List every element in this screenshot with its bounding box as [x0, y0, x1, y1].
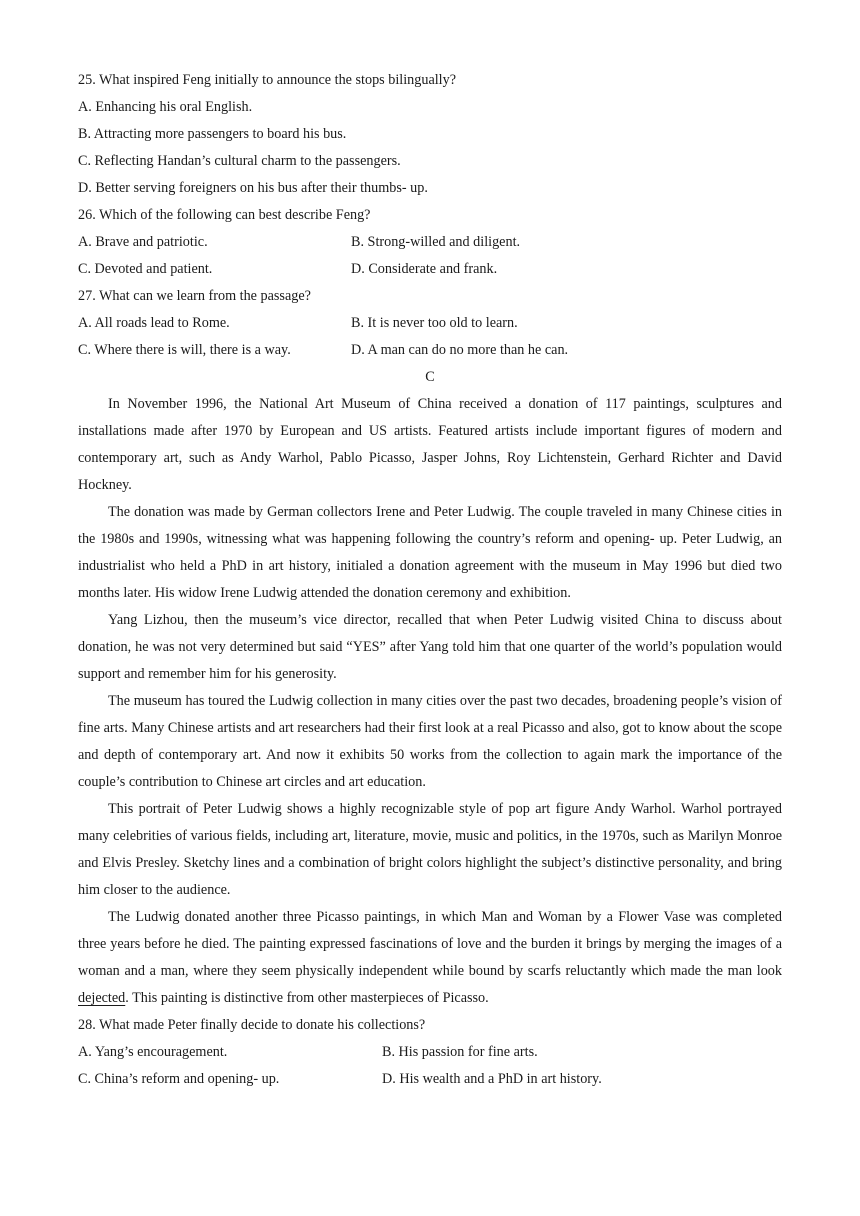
passage-paragraph-5: This portrait of Peter Ludwig shows a highly recognizable style of pop art figure Andy Warhol. Warhol portrayed many celebrities of various fields, including art, literature, movie, music and politics, in the 1970s, such as Marilyn Monroe and Elvis Presley. Sketchy lines and a combination of bright colors highlight the subject’s distinctive personality, and bring him closer to the audience.	[78, 801, 782, 898]
question-27-options-row-1	[78, 310, 782, 337]
section-label: C	[425, 369, 435, 385]
question-28-option-a: A. Yang’s encouragement.	[78, 1044, 228, 1060]
question-27-stem: 27. What can we learn from the passage?	[78, 288, 311, 304]
question-28-option-d: D. His wealth and a PhD in art history.	[382, 1071, 602, 1087]
passage-paragraph-2: The donation was made by German collectors Irene and Peter Ludwig. The couple traveled in many Chinese cities in the 1980s and 1990s, witnessing what was happening following the country’s reform and opening- up. Peter Ludwig, an industrialist who held a PhD in art history, initialed a donation agreement with the museum in May 1996 but died two months later. His widow Irene Ludwig attended the donation ceremony and exhibition.	[78, 504, 782, 601]
question-28-options-row-2	[78, 1066, 782, 1093]
question-26-options-row-1	[78, 229, 782, 256]
paragraph-6-text-end: . This painting is distinctive from other masterpieces of Picasso.	[125, 990, 489, 1006]
passage-paragraph-3: Yang Lizhou, then the museum’s vice director, recalled that when Peter Ludwig visited China to discuss about donation, he was not very determined but said “YES” after Yang told him that one quarter of the world’s population would support and remember him for his generosity.	[78, 612, 782, 682]
question-26-stem: 26. Which of the following can best describe Feng?	[78, 207, 371, 223]
exam-page	[78, 67, 782, 1093]
paragraph-6-text-start: The Ludwig donated another three Picasso paintings, in which Man and Woman by a Flower Vase was completed three years before he died. The painting expressed fascinations of love and the burden it brings by merging the images of a woman and a man, where they seem physically independent while bound by scarfs reluctantly which made the man look	[78, 909, 782, 979]
question-26-option-a: A. Brave and patriotic.	[78, 234, 208, 250]
question-25-option-d: D. Better serving foreigners on his bus after their thumbs- up.	[78, 180, 428, 196]
question-25-stem: 25. What inspired Feng initially to announce the stops bilingually?	[78, 72, 457, 88]
question-27-option-c: C. Where there is will, there is a way.	[78, 342, 291, 358]
question-26-option-c: C. Devoted and patient.	[78, 261, 213, 277]
question-27-options-row-2	[78, 337, 782, 364]
question-28-options-row-1	[78, 1039, 782, 1066]
question-27-option-a: A. All roads lead to Rome.	[78, 315, 230, 331]
passage-paragraph-6	[78, 904, 782, 1012]
question-27-option-b: B. It is never too old to learn.	[351, 315, 518, 331]
question-26-option-b: B. Strong-willed and diligent.	[351, 234, 521, 250]
question-28-option-c: C. China’s reform and opening- up.	[78, 1071, 280, 1087]
question-25-option-a: A. Enhancing his oral English.	[78, 99, 253, 115]
question-28-stem: 28. What made Peter finally decide to donate his collections?	[78, 1017, 426, 1033]
underlined-word-dejected: dejected	[78, 990, 126, 1006]
question-26-options-row-2	[78, 256, 782, 283]
question-28-option-b: B. His passion for fine arts.	[382, 1044, 538, 1060]
passage-paragraph-4: The museum has toured the Ludwig collection in many cities over the past two decades, broadening people’s vision of fine arts. Many Chinese artists and art researchers had their first look at a real Picasso and also, got to know about the scope and depth of contemporary art. And now it exhibits 50 works from the collection to again mark the importance of the couple’s contribution to Chinese art circles and art education.	[78, 693, 782, 790]
question-25-option-c: C. Reflecting Handan’s cultural charm to the passengers.	[78, 153, 401, 169]
question-26-option-d: D. Considerate and frank.	[351, 261, 498, 277]
question-27-option-d: D. A man can do no more than he can.	[351, 342, 569, 358]
question-25-option-b: B. Attracting more passengers to board his bus.	[78, 126, 347, 142]
passage-paragraph-1: In November 1996, the National Art Museum of China received a donation of 117 paintings, sculptures and installations made after 1970 by European and US artists. Featured artists include important figures of modern and contemporary art, such as Andy Warhol, Pablo Picasso, Jasper Johns, Roy Lichtenstein, Gerhard Richter and David Hockney.	[78, 396, 782, 493]
